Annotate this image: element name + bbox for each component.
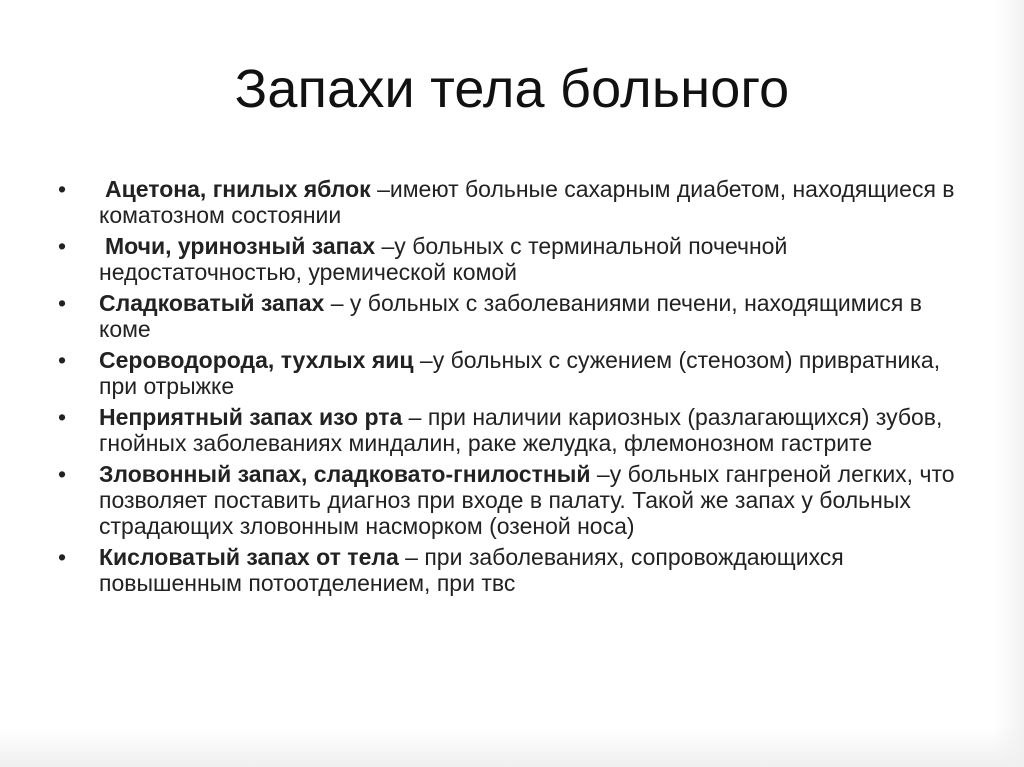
list-item-description: – при заболеваниях, сопровождающихся повышенным потоотделением, при твс — [99, 544, 844, 596]
list-item-term: Неприятный запах изо рта — [99, 404, 403, 430]
list-item-description: –у больных с терминальной почечной недостаточностью, уремической комой — [99, 233, 788, 285]
list-item-text — [99, 544, 844, 596]
list-item-description: – при наличии кариозных (разлагающихся) зубов, гнойных заболеваниях миндалин, раке желудка, флемонозном гастрите — [99, 404, 943, 456]
list-item-text — [99, 290, 922, 342]
bullet-icon: • — [58, 404, 67, 430]
bullet-icon: • — [58, 544, 67, 570]
list-item — [58, 176, 978, 228]
bullet-icon: • — [58, 233, 67, 259]
list-item-description: –у больных гангреной легких, что позволяет поставить диагноз при входе в палату. Такой же запах у больных страдающих зловонным насморком (озеной носа) — [99, 461, 955, 539]
list-item — [58, 544, 978, 596]
list-item — [58, 404, 978, 456]
bullet-icon: • — [58, 176, 67, 202]
list-item-description: –у больных с сужением (стенозом) привратника, при отрыжке — [99, 347, 941, 399]
list-item-description: – у больных с заболеваниями печени, находящимися в коме — [99, 290, 922, 342]
list-item-term: Зловонный запах, сладковато-гнилостный — [99, 461, 591, 487]
bullet-icon: • — [58, 290, 67, 316]
list-item-term: Мочи, уринозный запах — [105, 233, 376, 259]
list-item — [58, 461, 978, 539]
list-item-text — [99, 347, 940, 399]
slide-title: Запахи тела больного — [234, 59, 790, 119]
bullet-list — [58, 176, 978, 601]
list-item-description: –имеют больные сахарным диабетом, находящиеся в коматозном состоянии — [99, 176, 955, 228]
list-item-term: Сладковатый запах — [99, 290, 325, 316]
list-item-text — [99, 176, 955, 228]
list-item-term: Ацетона, гнилых яблок — [105, 176, 371, 202]
list-item — [58, 347, 978, 399]
list-item-term: Сероводорода, тухлых яиц — [99, 347, 414, 373]
bullet-icon: • — [58, 347, 67, 373]
list-item-term: Кисловатый запах от тела — [99, 544, 399, 570]
list-item-text — [99, 233, 787, 285]
list-item — [58, 233, 978, 285]
bullet-icon: • — [58, 461, 67, 487]
right-edge-shadow — [994, 0, 1024, 767]
list-item-text — [99, 404, 942, 456]
bottom-edge-shadow — [0, 727, 1024, 767]
list-item — [58, 290, 978, 342]
list-item-text — [99, 461, 955, 539]
